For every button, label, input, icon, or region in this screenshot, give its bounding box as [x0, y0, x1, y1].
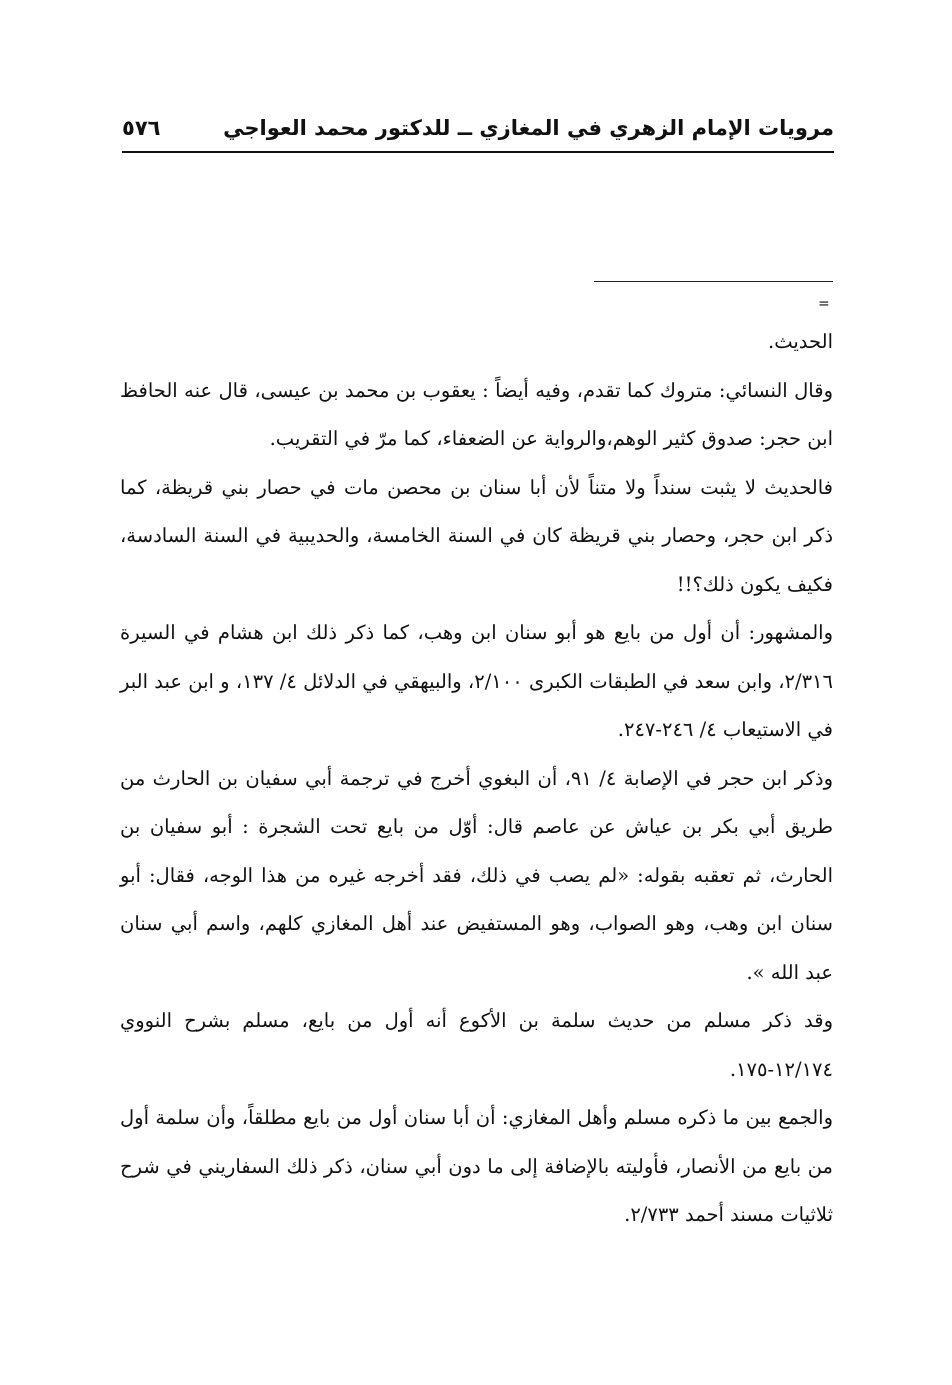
- paragraph: وقد ذكر مسلم من حديث سلمة بن الأكوع أنه أول من بايع، مسلم بشرح النووي ١٢/١٧٤-١٧٥.: [120, 1009, 833, 1081]
- footnote-continuation-marker: =: [818, 296, 830, 312]
- paragraph: والمشهور: أن أول من بايع هو أبو سنان ابن وهب، كما ذكر ذلك ابن هشام في السيرة ٢/٣١٦، وابن سعد في الطبقات الكبرى ٢/١٠٠، والبيهقي في الدلائل ٤/ ١٣٧، و ابن عبد البر في الاستيعاب ٤/ ٢٤٦-٢٤٧.: [120, 621, 833, 741]
- paragraph: والجمع بين ما ذكره مسلم وأهل المغازي: أن أبا سنان أول من بايع مطلقاً، وأن سلمة أول من بايع من الأنصار، فأوليته بالإضافة إلى ما دون أبي سنان، ذكر ذلك السفاريني في شرح ثلاثيات مسند أحمد ٢/٧٣٣.: [120, 1106, 833, 1226]
- paragraph: وذكر ابن حجر في الإصابة ٤/ ٩١، أن البغوي أخرج في ترجمة أبي سفيان بن الحارث من طريق أبي بكر بن عياش عن عاصم قال: أوّل من بايع تحت الشجرة : أبو سفيان بن الحارث، ثم تعقبه بقوله: «لم يصب في ذلك، فقد أخرجه غيره من هذا الوجه، فقال: أبو سنان ابن وهب، وهو الصواب، وهو المستفيض عند أهل المغازي كلهم، واسم أبي سنان عبد الله ».: [120, 766, 833, 984]
- paragraph: الحديث.: [768, 330, 833, 353]
- paragraph: وقال النسائي: متروك كما تقدم، وفيه أيضاً : يعقوب بن محمد بن عيسى، قال عنه الحافظ ابن حجر: صدوق كثير الوهم،والرواية عن الضعفاء، كما مرّ في التقريب.: [120, 378, 833, 450]
- header-rule: [122, 151, 834, 153]
- page-header: [122, 113, 834, 151]
- page-number: ٥٧٦: [122, 116, 161, 140]
- paragraph: فالحديث لا يثبت سنداً ولا متناً لأن أبا سنان بن محصن مات في حصار بني قريظة، كما ذكر ابن حجر، وحصار بني قريظة كان في السنة الخامسة، والحديبية في السنة السادسة، فكيف يكون ذلك؟!!: [120, 475, 833, 596]
- footnote-body: [120, 318, 833, 1240]
- running-title: مرويات الإمام الزهري في المغازي ــ للدكتور محمد العواجي: [223, 116, 834, 140]
- footnote-separator: [594, 281, 833, 282]
